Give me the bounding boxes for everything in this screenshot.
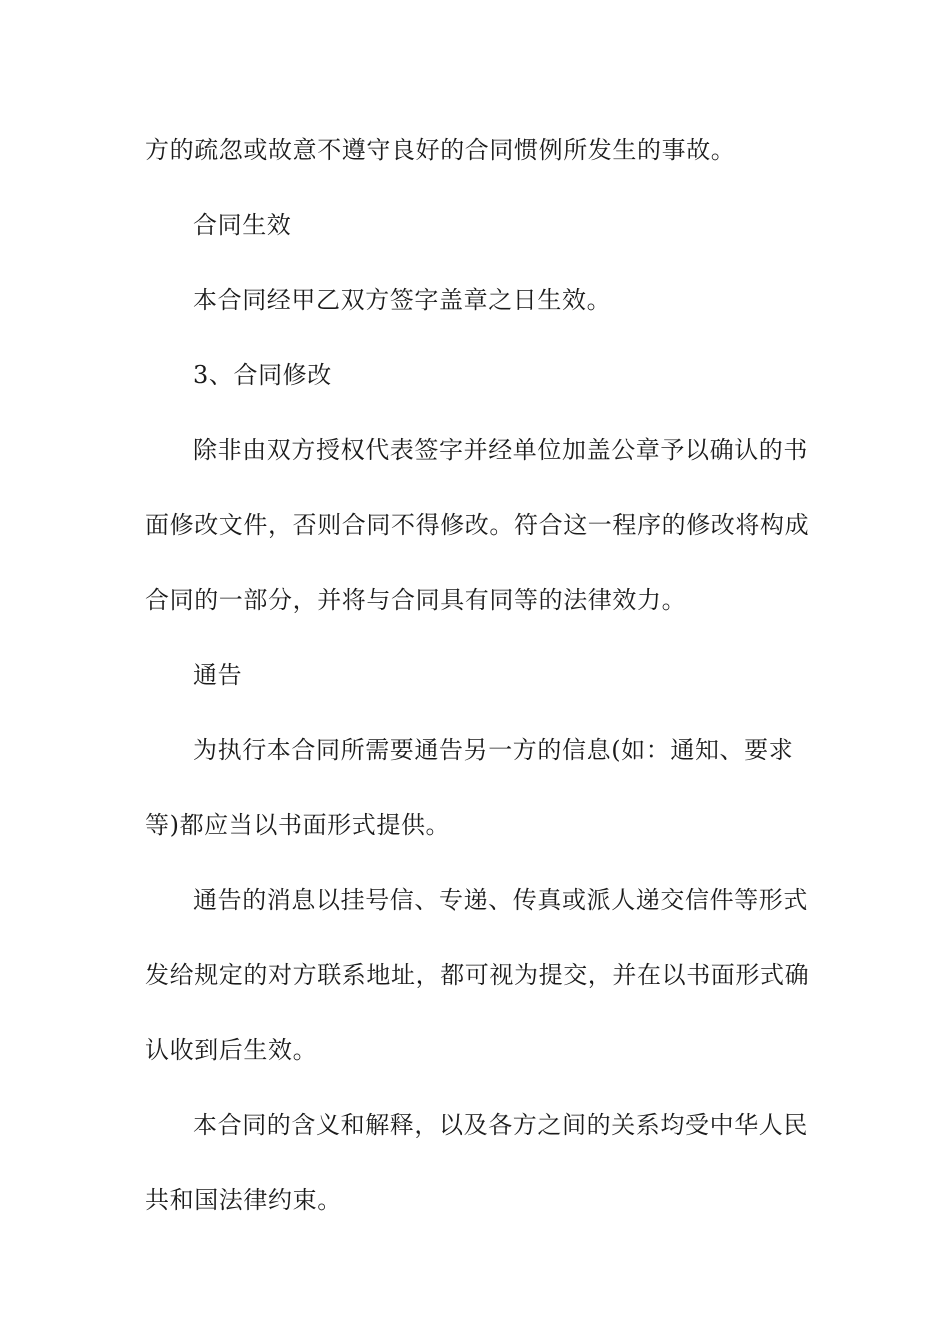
paragraph-line: 认收到后生效。 [145, 1036, 318, 1064]
paragraph-line: 方的疏忽或故意不遵守良好的合同惯例所发生的事故。 [145, 136, 736, 164]
section-heading: 通告 [193, 661, 243, 689]
section-heading: 3、合同修改 [193, 361, 332, 389]
paragraph-line: 为执行本合同所需要通告另一方的信息(如：通知、要求 [193, 736, 794, 764]
paragraph-line: 除非由双方授权代表签字并经单位加盖公章予以确认的书 [193, 436, 808, 464]
paragraph-line: 本合同的含义和解释，以及各方之间的关系均受中华人民 [193, 1111, 808, 1139]
paragraph-line: 共和国法律约束。 [145, 1186, 342, 1214]
paragraph-line: 合同的一部分，并将与合同具有同等的法律效力。 [145, 586, 687, 614]
section-heading: 合同生效 [193, 211, 292, 239]
paragraph-line: 通告的消息以挂号信、专递、传真或派人递交信件等形式 [193, 886, 808, 914]
paragraph-line: 面修改文件，否则合同不得修改。符合这一程序的修改将构成 [145, 511, 810, 539]
paragraph-line: 发给规定的对方联系地址，都可视为提交，并在以书面形式确 [145, 961, 810, 989]
paragraph-line: 本合同经甲乙双方签字盖章之日生效。 [193, 286, 612, 314]
paragraph-line: 等)都应当以书面形式提供。 [145, 811, 451, 839]
